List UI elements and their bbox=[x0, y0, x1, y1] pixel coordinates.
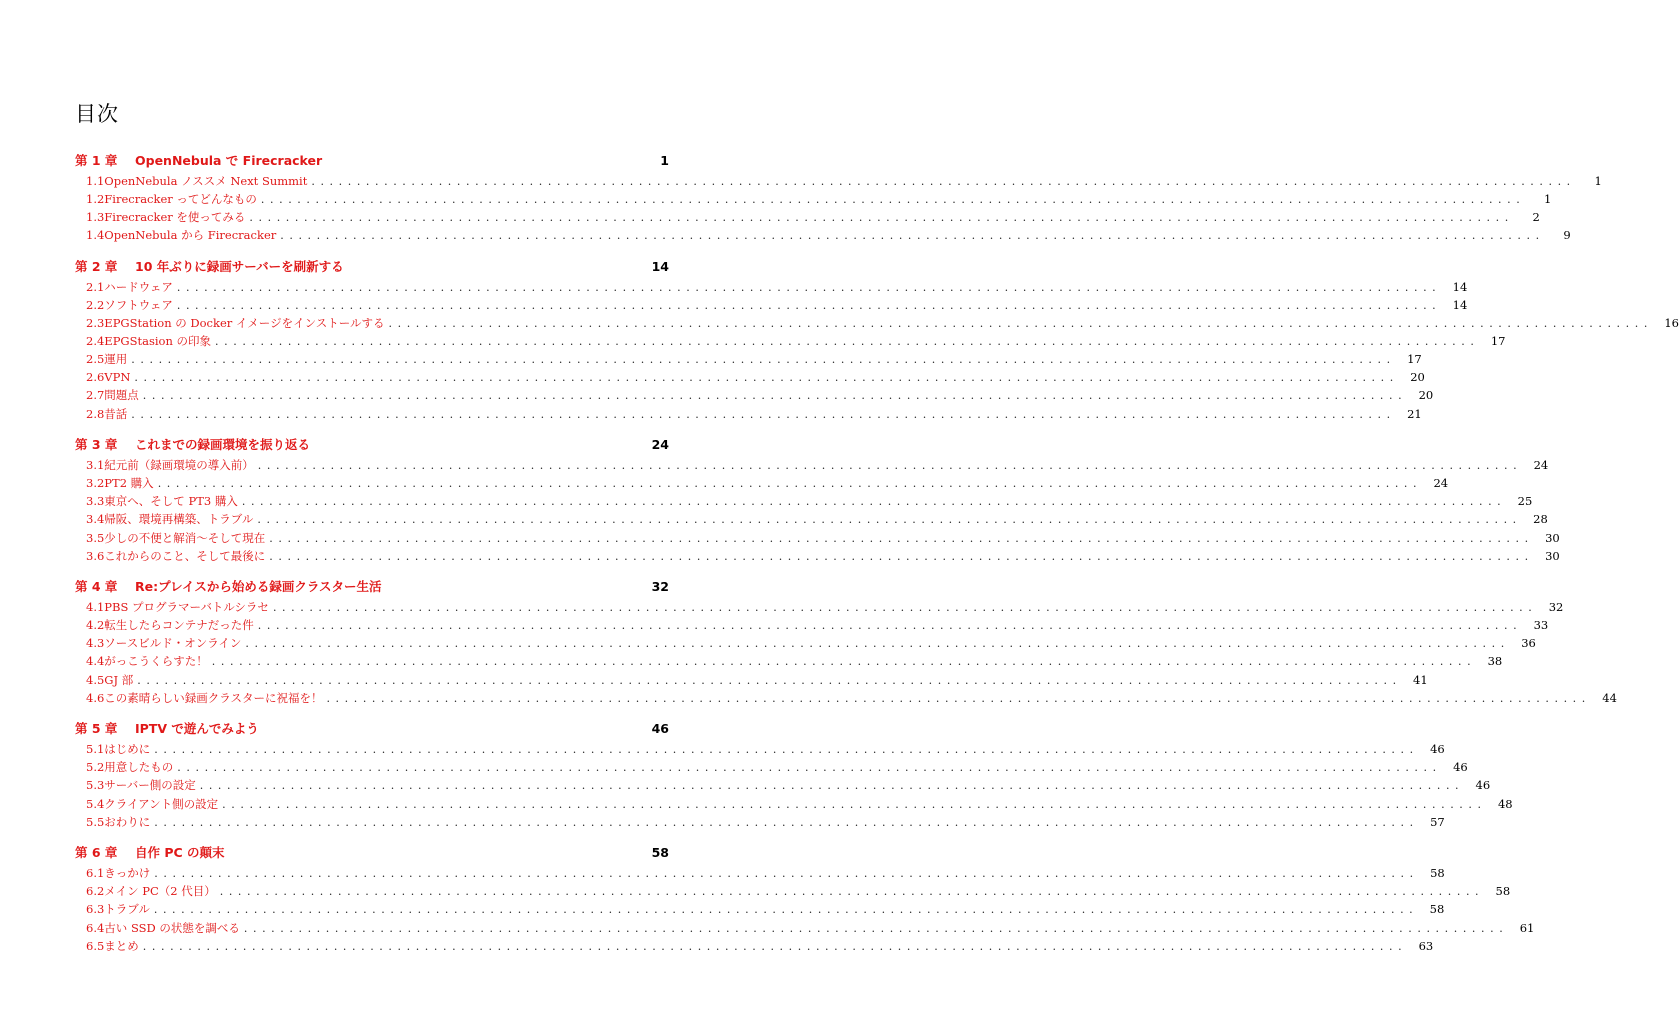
section-number: 3.6 bbox=[86, 548, 105, 563]
section-title: Firecracker ってどんなもの bbox=[104, 192, 257, 207]
section-page-number: 2 bbox=[1532, 210, 1540, 225]
section-page-number: 21 bbox=[1407, 406, 1422, 421]
leader-dots: ........................................................................................................................................... bbox=[142, 939, 1408, 953]
section-entry[interactable] bbox=[75, 919, 1535, 937]
section-page-number: 16 bbox=[1664, 316, 1679, 331]
section-number: 4.6 bbox=[86, 690, 105, 705]
section-number: 2.2 bbox=[86, 297, 105, 312]
section-number: 6.1 bbox=[86, 866, 105, 881]
section-title: 帰阪、環境再構築、トラブル bbox=[104, 512, 254, 527]
section-number: 2.6 bbox=[86, 370, 105, 385]
leader-dots: ........................................................................................................................................... bbox=[311, 175, 1576, 188]
chapter-block bbox=[75, 576, 1617, 707]
chapter-block bbox=[75, 718, 1513, 830]
section-entry[interactable] bbox=[75, 689, 1617, 707]
section-title: メイン PC（2 代目） bbox=[104, 884, 216, 899]
section-title: ハードウェア bbox=[104, 279, 173, 294]
section-entry[interactable] bbox=[75, 776, 1491, 794]
section-title: 古い SSD の状態を調べる bbox=[104, 920, 240, 935]
chapter-title: 10 年ぶりに録画サーバーを刷新する bbox=[135, 258, 344, 274]
section-number: 3.3 bbox=[86, 494, 105, 509]
section-title: OpenNebula から Firecracker bbox=[104, 228, 277, 243]
leader-dots: ........................................................................................................................................... bbox=[249, 211, 1514, 225]
section-number: 5.3 bbox=[86, 778, 105, 793]
section-number: 3.2 bbox=[86, 476, 105, 491]
section-number: 2.7 bbox=[86, 388, 105, 403]
section-page-number: 58 bbox=[1430, 866, 1445, 881]
section-entry[interactable] bbox=[75, 671, 1428, 689]
section-page-number: 24 bbox=[1533, 458, 1549, 473]
chapter-block bbox=[75, 434, 1560, 565]
section-entry[interactable] bbox=[75, 616, 1549, 634]
section-number: 1.3 bbox=[86, 210, 105, 225]
section-page-number: 17 bbox=[1407, 352, 1422, 367]
section-entry[interactable] bbox=[75, 278, 1468, 296]
leader-dots: ........................................................................................................................................... bbox=[199, 779, 1465, 793]
section-page-number: 14 bbox=[1452, 279, 1468, 294]
section-title: おわりに bbox=[104, 814, 151, 829]
section-number: 6.2 bbox=[86, 884, 105, 899]
section-number: 6.4 bbox=[86, 920, 105, 935]
leader-dots: ........................................................................................................................................... bbox=[215, 335, 1480, 349]
leader-dots: ........................................................................................................................................... bbox=[177, 761, 1442, 775]
section-entry[interactable] bbox=[75, 634, 1536, 652]
leader-dots: ........................................................................................................................................... bbox=[257, 459, 1523, 473]
section-title: VPN bbox=[104, 370, 131, 385]
section-title: これからのこと、そして最後に bbox=[104, 548, 266, 563]
chapter-entry[interactable] bbox=[75, 150, 669, 172]
section-page-number: 61 bbox=[1519, 920, 1535, 935]
leader-dots: ........................................................................................................................................... bbox=[134, 371, 1399, 385]
section-page-number: 14 bbox=[1452, 297, 1468, 312]
section-entry[interactable] bbox=[75, 882, 1511, 900]
section-entry[interactable] bbox=[75, 456, 1549, 474]
section-number: 5.4 bbox=[86, 796, 105, 811]
section-title: 紀元前（録画環境の導入前） bbox=[104, 458, 254, 473]
leader-dots: ........................................................................................................................................... bbox=[142, 389, 1408, 403]
chapter-number: 第 6 章 bbox=[75, 845, 118, 861]
chapter-entry[interactable] bbox=[75, 256, 669, 278]
chapter-entry[interactable] bbox=[75, 434, 669, 456]
chapter-block bbox=[75, 842, 1535, 954]
section-number: 6.5 bbox=[86, 938, 105, 953]
chapter-number: 第 4 章 bbox=[75, 579, 118, 595]
section-entry[interactable] bbox=[75, 405, 1422, 423]
section-number: 4.1 bbox=[86, 600, 105, 615]
leader-dots: ........................................................................................................................................... bbox=[211, 655, 1477, 669]
section-entry[interactable] bbox=[75, 368, 1425, 386]
section-page-number: 20 bbox=[1410, 370, 1425, 385]
section-title: ソースビルド・オンライン bbox=[104, 636, 242, 651]
section-title: サーバー側の設定 bbox=[104, 778, 196, 793]
chapter-number: 第 3 章 bbox=[75, 437, 118, 453]
section-entry[interactable] bbox=[75, 172, 1602, 190]
leader-dots: ........................................................................................................................................... bbox=[280, 229, 1545, 243]
leader-dots: ........................................................................................................................................... bbox=[176, 280, 1442, 294]
section-title: PT2 購入 bbox=[104, 476, 154, 491]
section-entry[interactable] bbox=[75, 386, 1434, 404]
section-page-number: 9 bbox=[1563, 228, 1571, 243]
section-number: 6.3 bbox=[86, 902, 105, 917]
section-entry[interactable] bbox=[75, 332, 1506, 350]
leader-dots: ........................................................................................................................................... bbox=[154, 743, 1419, 757]
section-page-number: 30 bbox=[1545, 548, 1560, 563]
leader-dots: ........................................................................................................................................... bbox=[260, 193, 1526, 207]
section-page-number: 32 bbox=[1548, 600, 1564, 615]
section-title: がっこうくらすた！ bbox=[104, 654, 208, 669]
leader-dots: ........................................................................................................................................... bbox=[245, 637, 1510, 651]
leader-dots: ........................................................................................................................................... bbox=[326, 691, 1591, 705]
section-entry[interactable] bbox=[75, 758, 1468, 776]
section-entry[interactable] bbox=[75, 350, 1422, 368]
section-entry[interactable] bbox=[75, 474, 1449, 492]
section-title: ソフトウェア bbox=[104, 297, 173, 312]
chapter-block bbox=[75, 256, 1679, 423]
section-title: 用意したもの bbox=[104, 760, 174, 775]
leader-dots: ........................................................................................................................................... bbox=[241, 495, 1507, 509]
chapter-page-number: 32 bbox=[651, 579, 669, 595]
chapter-page-number: 14 bbox=[651, 258, 669, 274]
section-page-number: 36 bbox=[1521, 636, 1536, 651]
section-entry[interactable] bbox=[75, 547, 1560, 565]
section-page-number: 44 bbox=[1602, 690, 1617, 705]
section-number: 4.2 bbox=[86, 618, 105, 633]
leader-dots: ........................................................................................................................................... bbox=[269, 549, 1534, 563]
section-page-number: 25 bbox=[1517, 494, 1533, 509]
section-title: 問題点 bbox=[104, 388, 139, 403]
section-title: GJ 部 bbox=[104, 672, 134, 687]
section-entry[interactable] bbox=[75, 492, 1533, 510]
section-title: まとめ bbox=[104, 938, 139, 953]
chapter-title: IPTV で遊んでみよう bbox=[135, 721, 259, 737]
chapter-page-number: 24 bbox=[651, 437, 669, 453]
chapter-page-number: 46 bbox=[651, 721, 669, 737]
section-number: 3.1 bbox=[86, 458, 105, 473]
section-page-number: 1 bbox=[1544, 192, 1552, 207]
section-entry[interactable] bbox=[75, 510, 1548, 528]
section-number: 1.4 bbox=[86, 228, 105, 243]
chapter-entry[interactable] bbox=[75, 842, 669, 864]
chapter-number: 第 5 章 bbox=[75, 721, 118, 737]
chapter-page-number: 58 bbox=[651, 845, 669, 861]
section-number: 2.1 bbox=[86, 279, 105, 294]
section-number: 2.8 bbox=[86, 406, 105, 421]
section-title: この素晴らしい録画クラスターに祝福を！ bbox=[104, 690, 323, 705]
section-page-number: 28 bbox=[1533, 512, 1548, 527]
section-title: 昔話 bbox=[104, 406, 128, 421]
leader-dots: ........................................................................................................................................... bbox=[137, 673, 1402, 687]
chapter-page-number: 1 bbox=[660, 153, 669, 168]
section-number: 2.3 bbox=[86, 316, 105, 331]
section-number: 5.5 bbox=[86, 814, 105, 829]
leader-dots: ........................................................................................................................................... bbox=[219, 885, 1485, 899]
section-page-number: 46 bbox=[1475, 778, 1491, 793]
section-page-number: 46 bbox=[1453, 760, 1468, 775]
chapter-entry[interactable] bbox=[75, 718, 669, 740]
section-page-number: 58 bbox=[1495, 884, 1511, 899]
section-entry[interactable] bbox=[75, 795, 1513, 813]
section-number: 5.1 bbox=[86, 742, 105, 757]
section-title: はじめに bbox=[104, 742, 151, 757]
section-title: 転生したらコンテナだった件 bbox=[104, 618, 254, 633]
section-title: Firecracker を使ってみる bbox=[104, 210, 246, 225]
section-entry[interactable] bbox=[75, 864, 1445, 882]
leader-dots: ........................................................................................................................................... bbox=[257, 513, 1522, 527]
section-page-number: 20 bbox=[1418, 388, 1434, 403]
leader-dots: ........................................................................................................................................... bbox=[257, 619, 1523, 633]
section-entry[interactable] bbox=[75, 314, 1679, 332]
section-number: 5.2 bbox=[86, 760, 105, 775]
section-page-number: 38 bbox=[1487, 654, 1503, 669]
leader-dots: ........................................................................................................................................... bbox=[222, 797, 1487, 811]
section-entry[interactable] bbox=[75, 598, 1564, 616]
section-title: EPGStation の Docker イメージをインストールする bbox=[104, 316, 385, 331]
chapter-block bbox=[75, 150, 1602, 244]
section-page-number: 30 bbox=[1545, 530, 1560, 545]
leader-dots: ........................................................................................................................................... bbox=[153, 903, 1419, 917]
section-title: 運用 bbox=[104, 352, 128, 367]
chapter-title: Re:プレイスから始める録画クラスター生活 bbox=[135, 579, 382, 595]
section-page-number: 17 bbox=[1490, 334, 1506, 349]
leader-dots: ........................................................................................................................................... bbox=[388, 317, 1653, 331]
leader-dots: ........................................................................................................................................... bbox=[154, 815, 1419, 829]
section-number: 2.5 bbox=[86, 352, 105, 367]
section-entry[interactable] bbox=[75, 226, 1571, 244]
chapter-number: 第 2 章 bbox=[75, 258, 118, 274]
section-page-number: 57 bbox=[1430, 814, 1445, 829]
section-entry[interactable] bbox=[75, 937, 1434, 955]
section-number: 4.5 bbox=[86, 672, 105, 687]
section-page-number: 41 bbox=[1413, 672, 1428, 687]
section-entry[interactable] bbox=[75, 529, 1560, 547]
section-page-number: 58 bbox=[1429, 902, 1445, 917]
section-number: 3.4 bbox=[86, 512, 105, 527]
chapter-entry[interactable] bbox=[75, 576, 669, 598]
section-title: EPGStasion の印象 bbox=[104, 334, 212, 349]
section-title: PBS プログラマーバトルシラセ bbox=[104, 600, 269, 615]
section-page-number: 33 bbox=[1533, 618, 1549, 633]
leader-dots: ........................................................................................................................................... bbox=[157, 477, 1423, 491]
leader-dots: ........................................................................................................................................... bbox=[269, 531, 1534, 545]
section-number: 1.1 bbox=[86, 174, 105, 188]
section-entry[interactable] bbox=[75, 208, 1540, 226]
section-title: クライアント側の設定 bbox=[104, 796, 219, 811]
section-entry[interactable] bbox=[75, 296, 1468, 314]
section-page-number: 63 bbox=[1418, 938, 1434, 953]
section-number: 4.3 bbox=[86, 636, 105, 651]
section-number: 2.4 bbox=[86, 334, 105, 349]
chapter-title: 自作 PC の顛末 bbox=[135, 845, 225, 861]
leader-dots: ........................................................................................................................................... bbox=[131, 353, 1396, 367]
section-entry[interactable] bbox=[75, 652, 1503, 670]
section-title: トラブル bbox=[104, 902, 150, 917]
leader-dots: ........................................................................................................................................... bbox=[176, 298, 1442, 312]
section-title: 東京へ、そして PT3 購入 bbox=[104, 494, 238, 509]
section-entry[interactable] bbox=[75, 740, 1445, 758]
leader-dots: ........................................................................................................................................... bbox=[154, 867, 1419, 881]
chapter-title: これまでの録画環境を振り返る bbox=[135, 437, 311, 453]
section-number: 4.4 bbox=[86, 654, 105, 669]
section-page-number: 48 bbox=[1497, 796, 1513, 811]
section-number: 3.5 bbox=[86, 530, 105, 545]
table-of-contents bbox=[75, 150, 1679, 966]
section-title: OpenNebula ノススメ Next Summit bbox=[104, 174, 308, 188]
section-title: 少しの不便と解消〜そして現在 bbox=[104, 530, 266, 545]
leader-dots: ........................................................................................................................................... bbox=[243, 921, 1509, 935]
chapter-number: 第 1 章 bbox=[75, 153, 118, 168]
section-entry[interactable] bbox=[75, 813, 1445, 831]
section-page-number: 1 bbox=[1594, 174, 1602, 188]
section-entry[interactable] bbox=[75, 190, 1552, 208]
section-page-number: 46 bbox=[1430, 742, 1445, 757]
section-entry[interactable] bbox=[75, 900, 1445, 918]
section-page-number: 24 bbox=[1433, 476, 1449, 491]
chapter-title: OpenNebula で Firecracker bbox=[135, 153, 323, 168]
section-number: 1.2 bbox=[86, 192, 105, 207]
leader-dots: ........................................................................................................................................... bbox=[272, 601, 1538, 615]
leader-dots: ........................................................................................................................................... bbox=[131, 407, 1396, 421]
page-title: 目次 bbox=[75, 102, 119, 126]
section-title: きっかけ bbox=[104, 866, 151, 881]
